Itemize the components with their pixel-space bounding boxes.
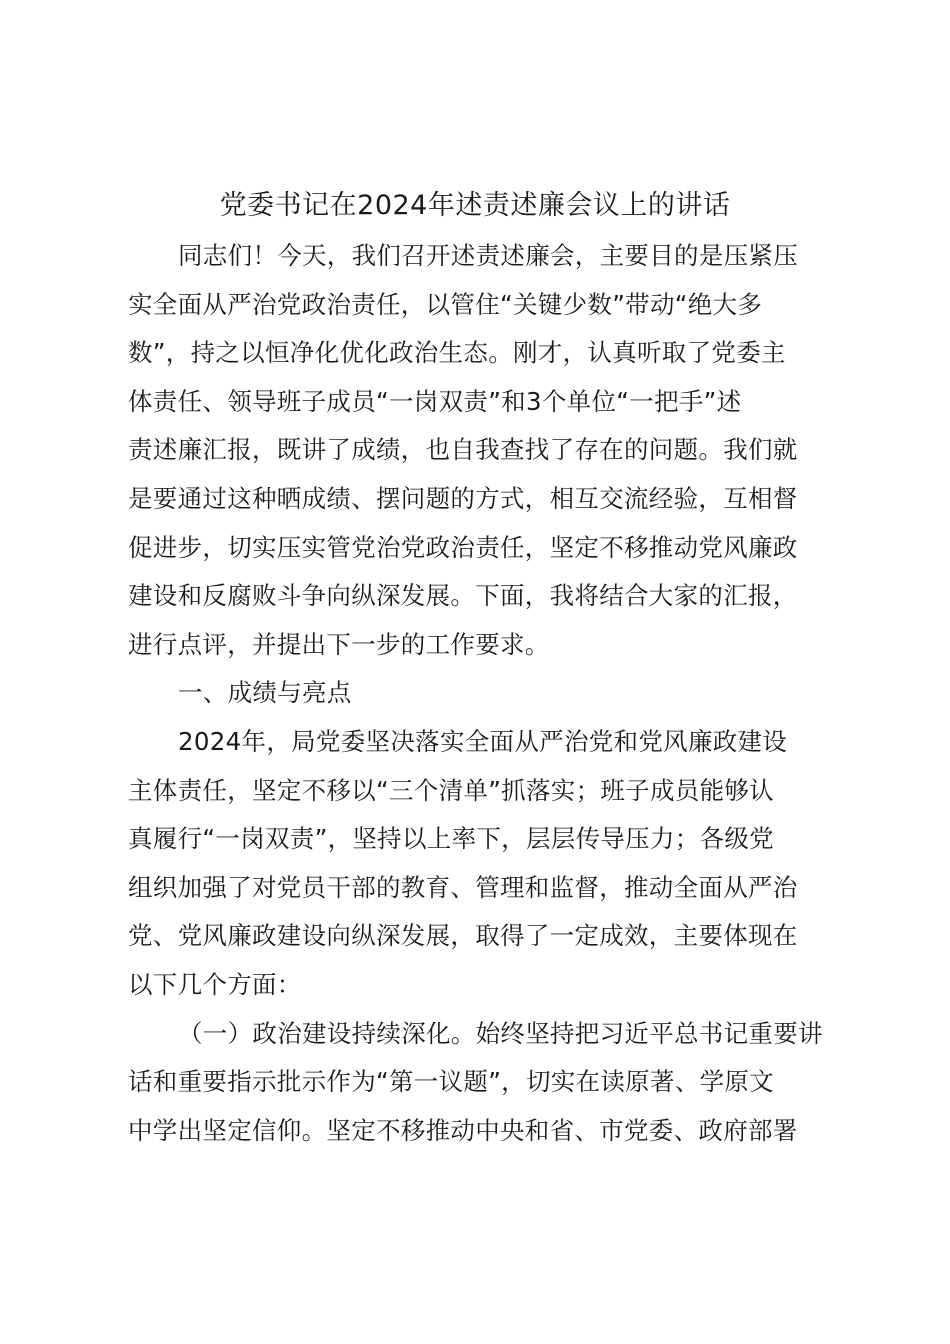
paragraph-line: 以下几个方面： (128, 969, 302, 999)
paragraph-line: 组织加强了对党员干部的教育、管理和监督，推动全面从严治 (128, 872, 798, 902)
paragraph-line: 体责任、领导班子成员“一岗双责”和3个单位“一把手”述 (128, 386, 742, 416)
subsection-line: （一）政治建设持续深化。始终坚持把习近平总书记重要讲 (178, 1018, 823, 1048)
paragraph-line: 实全面从严治党政治责任，以管住“关键少数”带动“绝大多 (128, 289, 763, 319)
paragraph-line: 话和重要指示批示作为“第一议题”，切实在读原著、学原文 (128, 1067, 774, 1097)
paragraph-line: 党、党风廉政建设向纵深发展，取得了一定成效，主要体现在 (128, 921, 798, 951)
paragraph-line: 中学出坚定信仰。坚定不移推动中央和省、市党委、政府部署 (128, 1115, 798, 1145)
paragraph-line: 促进步，切实压实管党治党政治责任，坚定不移推动党风廉政 (128, 532, 798, 562)
paragraph-line: 建设和反腐败斗争向纵深发展。下面，我将结合大家的汇报， (128, 581, 798, 611)
paragraph-line: 进行点评，并提出下一步的工作要求。 (128, 629, 550, 659)
paragraph-line: 是要通过这种晒成绩、摆问题的方式，相互交流经验，互相督 (128, 483, 798, 513)
paragraph-line: 主体责任，坚定不移以“三个清单”抓落实；班子成员能够认 (128, 775, 774, 805)
document-body (128, 232, 848, 1155)
paragraph-line: 2024年，局党委坚决落实全面从严治党和党风廉政建设 (178, 726, 788, 756)
paragraph-line: 数”，持之以恒净化优化政治生态。刚才，认真听取了党委主 (128, 338, 786, 368)
paragraph-line: 责述廉汇报，既讲了成绩，也自我查找了存在的问题。我们就 (128, 435, 798, 465)
paragraph-line: 同志们！今天，我们召开述责述廉会，主要目的是压紧压 (178, 241, 798, 270)
section-heading: 一、成绩与亮点 (178, 678, 352, 708)
document-title: 党委书记在2024年述责述廉会议上的讲话 (219, 190, 731, 221)
paragraph-line: 真履行“一岗双责”，坚持以上率下，层层传导压力；各级党 (128, 824, 774, 854)
